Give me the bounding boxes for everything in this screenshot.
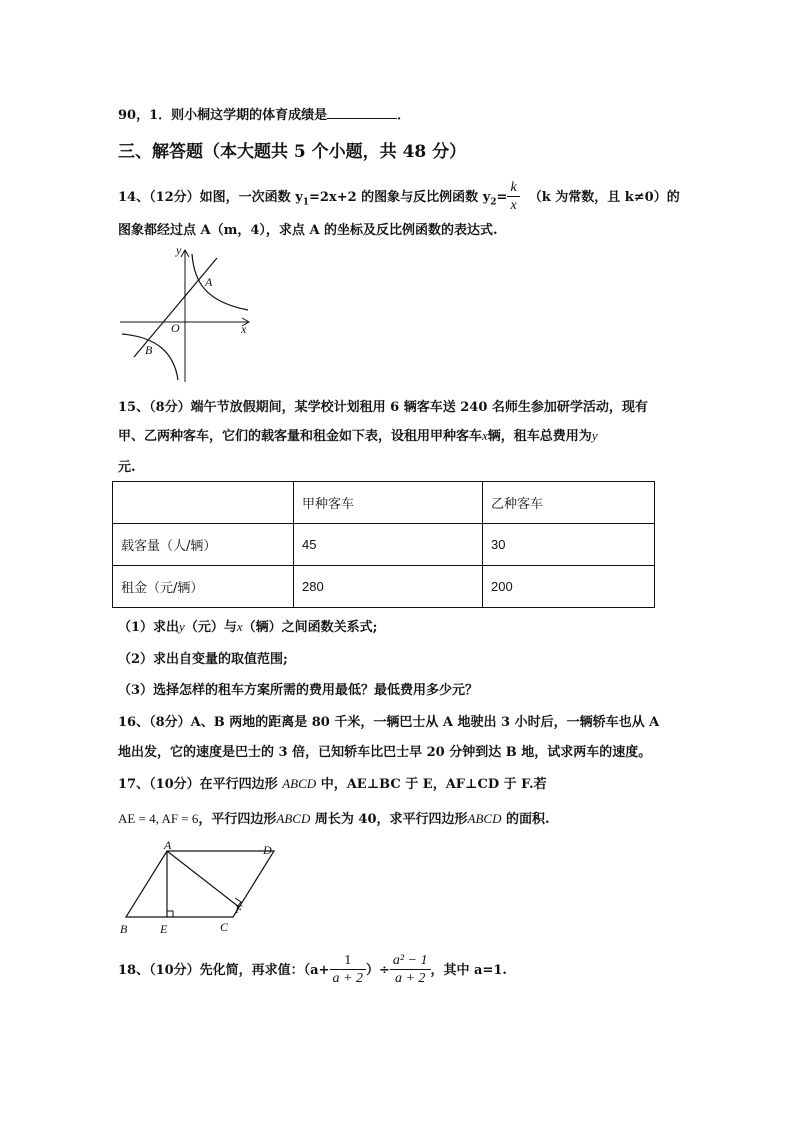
q15-sub1-c: （辆）之间函数关系式; xyxy=(242,620,378,635)
q15-sub3: （3）选择怎样的租车方案所需的费用最低？最低费用多少元？ xyxy=(118,683,479,698)
abcd: ABCD xyxy=(282,776,317,791)
label-point-a: A xyxy=(205,275,213,289)
q18-text-a: 18、（10分）先化简，再求值：（a+ xyxy=(118,963,330,978)
abcd: ABCD xyxy=(467,811,502,826)
q17-line1 xyxy=(118,773,547,792)
label-a: A xyxy=(164,840,172,852)
frac-den: x xyxy=(510,198,517,213)
q17-text-c: ，平行四边形 xyxy=(198,812,277,827)
table-cell: 租金（元/辆） xyxy=(113,566,294,608)
parallelogram xyxy=(126,851,274,917)
altitude-af xyxy=(167,851,239,907)
var-x: x xyxy=(236,619,243,634)
table-cell: 载客量（人/辆） xyxy=(113,524,294,566)
label-f: F xyxy=(235,902,243,916)
q17-line2 xyxy=(118,808,550,827)
label-y: y xyxy=(176,243,182,257)
q14-sub2: 2 xyxy=(490,197,497,208)
q14-line1 xyxy=(118,180,680,215)
label-e: E xyxy=(160,922,168,936)
var-x: x xyxy=(482,428,488,443)
table-cell: 45 xyxy=(294,524,483,566)
q15-text-b: 辆，租车总费用为 xyxy=(487,429,592,444)
label-x: x xyxy=(241,322,247,336)
q15-line3: 元. xyxy=(118,460,136,475)
label-origin: O xyxy=(171,321,180,335)
q15-sub1 xyxy=(118,616,377,635)
frac-den: a + 2 xyxy=(394,971,426,986)
hyperbola-branch-2 xyxy=(122,334,178,380)
frac-num: k xyxy=(507,180,519,197)
parallelogram-figure xyxy=(116,840,286,936)
q15-sub1-b: （元）与 xyxy=(184,620,237,635)
table-header-cell xyxy=(113,482,294,524)
q17-text-a: 17、（10分）在平行四边形 xyxy=(118,777,278,792)
q15-line1: 15、（8分）端午节放假期间，某学校计划租用 6 辆客车送 240 名师生参加研学活动，现有 xyxy=(118,400,648,415)
q15-sub1-a: （1）求出 xyxy=(118,620,180,635)
q15-sub2: （2）求出自变量的取值范围; xyxy=(118,652,288,667)
label-point-b: B xyxy=(145,343,153,357)
hyperbola-branch-1 xyxy=(192,254,248,310)
q16-line2: 地出发，它的速度是巴士的 3 倍，已知轿车比巴士早 20 分钟到达 B 地，试求两车的速度。 xyxy=(118,745,652,760)
q14-text-c: （k 为常数，且 k≠0）的 xyxy=(528,190,680,205)
section-title: 三、解答题（本大题共 5 个小题，共 48 分） xyxy=(118,142,467,162)
label-d: D xyxy=(263,843,272,857)
q14-text-b: =2x+2 的图象与反比例函数 y xyxy=(309,190,491,205)
table-cell: 280 xyxy=(294,566,483,608)
frac-den: a + 2 xyxy=(332,971,363,986)
right-angle-e xyxy=(167,911,173,917)
period: ． xyxy=(397,108,411,123)
abcd: ABCD xyxy=(276,811,311,826)
function-graph xyxy=(116,242,256,384)
q14-text-a: 14、（12分）如图，一次函数 y xyxy=(118,190,303,205)
q14-sub1: 1 xyxy=(302,197,310,208)
fraction-2 xyxy=(390,953,431,988)
fraction-1 xyxy=(330,953,366,988)
answer-line xyxy=(118,104,410,123)
var-y: y xyxy=(591,428,598,443)
table-header-cell: 乙种客车 xyxy=(483,482,655,524)
var-y: y xyxy=(179,619,185,634)
label-c: C xyxy=(220,920,229,934)
frac-num: 1 xyxy=(330,953,366,970)
answer-blank[interactable] xyxy=(327,106,397,119)
q18-line xyxy=(118,953,507,988)
q17-given: AE = 4, AF = 6 xyxy=(118,811,199,826)
q16-line1: 16、（8分）A、B 两地的距离是 80 千米，一辆巴士从 A 地驶出 3 小时后，一辆轿车也从 A xyxy=(118,715,660,730)
frac-num: a² − 1 xyxy=(390,953,431,970)
table-cell: 200 xyxy=(483,566,655,608)
q15-text-a: 甲、乙两种客车，它们的载客量和租金如下表，设租用甲种客车 xyxy=(118,429,483,444)
q15-line2 xyxy=(118,425,598,444)
q18-text-c: ，其中 a=1. xyxy=(430,963,507,978)
question-text: 90，1．则小桐这学期的体育成绩是 xyxy=(118,108,328,123)
label-b: B xyxy=(120,922,128,936)
q14-line2: 图象都经过点 A（m，4），求点 A 的坐标及反比例函数的表达式. xyxy=(118,223,498,238)
q17-text-d: 周长为 40，求平行四边形 xyxy=(314,812,468,827)
q18-text-b: ）÷ xyxy=(365,963,390,978)
fraction-k-over-x xyxy=(507,180,519,215)
q17-text-b: 中，AE⊥BC 于 E，AF⊥CD 于 F.若 xyxy=(320,777,547,792)
table-row xyxy=(113,566,655,608)
rental-table xyxy=(112,481,655,608)
q17-text-e: 的面积. xyxy=(506,812,550,827)
table-row xyxy=(113,524,655,566)
table-row xyxy=(113,482,655,524)
table-header-cell: 甲种客车 xyxy=(294,482,483,524)
table-cell: 30 xyxy=(483,524,655,566)
q14-eq: = xyxy=(496,190,508,205)
